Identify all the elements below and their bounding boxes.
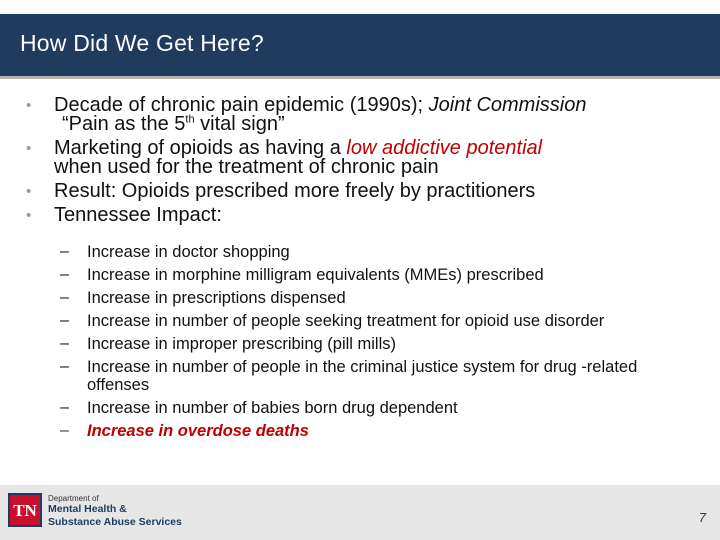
sub-bullet-item [60,289,700,307]
sub-bullet-item [60,399,700,417]
dash-icon: – [60,358,69,375]
logo-line-1: Mental Health & [48,503,127,515]
sub-bullet-item [60,243,700,261]
sub-bullet-text: Increase in overdose deaths [87,422,309,440]
sub-bullet-text: Increase in number of people in the criminal justice system for drug -related offenses [87,358,638,394]
sub-bullet-text: Increase in prescriptions dispensed [87,289,346,307]
bullet-text: Tennessee Impact: [54,204,222,226]
bullet-highlight: low addictive potential [346,137,543,159]
title-bar [0,14,720,79]
department-logo [8,493,188,535]
bullet-text-line2: when used for the treatment of chronic pain [54,156,439,178]
sub-bullet-list [60,243,700,445]
sub-bullet-item-highlight [60,422,700,440]
dash-icon: – [60,243,69,260]
dash-icon: – [60,289,69,306]
bullet-dot-icon: • [26,207,32,224]
sub-bullet-item [60,358,700,394]
bullet-dot-icon: • [26,140,32,157]
superscript: th [185,113,195,126]
logo-small-text: Department of [48,494,99,503]
tn-logo-text: TN [13,501,37,520]
bullet-emphasis: Joint Commission [428,94,587,116]
sub-bullet-text: Increase in doctor shopping [87,243,290,261]
tn-logo-icon [8,493,42,527]
sub-bullet-text: Increase in morphine milligram equivalents (MMEs) prescribed [87,266,544,284]
bullet-item [26,96,706,134]
slide-title: How Did We Get Here? [20,30,264,56]
sub-bullet-text: Increase in number of babies born drug dependent [87,399,458,417]
bullet-item [26,182,706,201]
dash-icon: – [60,312,69,329]
dash-icon: – [60,335,69,352]
sub-bullet-text: Increase in improper prescribing (pill mills) [87,335,397,353]
sub-bullet-item [60,335,700,353]
bullet-list [26,96,706,230]
logo-line-2: Substance Abuse Services [48,516,182,528]
sub-bullet-item [60,312,700,330]
sub-bullet-text: Increase in number of people seeking treatment for opioid use disorder [87,312,605,330]
dash-icon: – [60,422,69,439]
dash-icon: – [60,266,69,283]
bullet-text: Marketing of opioids as having a [54,137,347,159]
bullet-dot-icon: • [26,183,32,200]
dash-icon: – [60,399,69,416]
bullet-dot-icon: • [26,97,32,114]
page-number: 7 [698,510,706,525]
bullet-item [26,139,706,177]
bullet-item [26,206,706,225]
bullet-text: Decade of chronic pain epidemic (1990s); [54,94,429,116]
bullet-text-line2-end: vital sign” [194,113,285,135]
sub-bullet-item [60,266,700,284]
bullet-text-line2: “Pain as the 5 [62,113,186,135]
bullet-text: Result: Opioids prescribed more freely by practitioners [54,180,536,202]
